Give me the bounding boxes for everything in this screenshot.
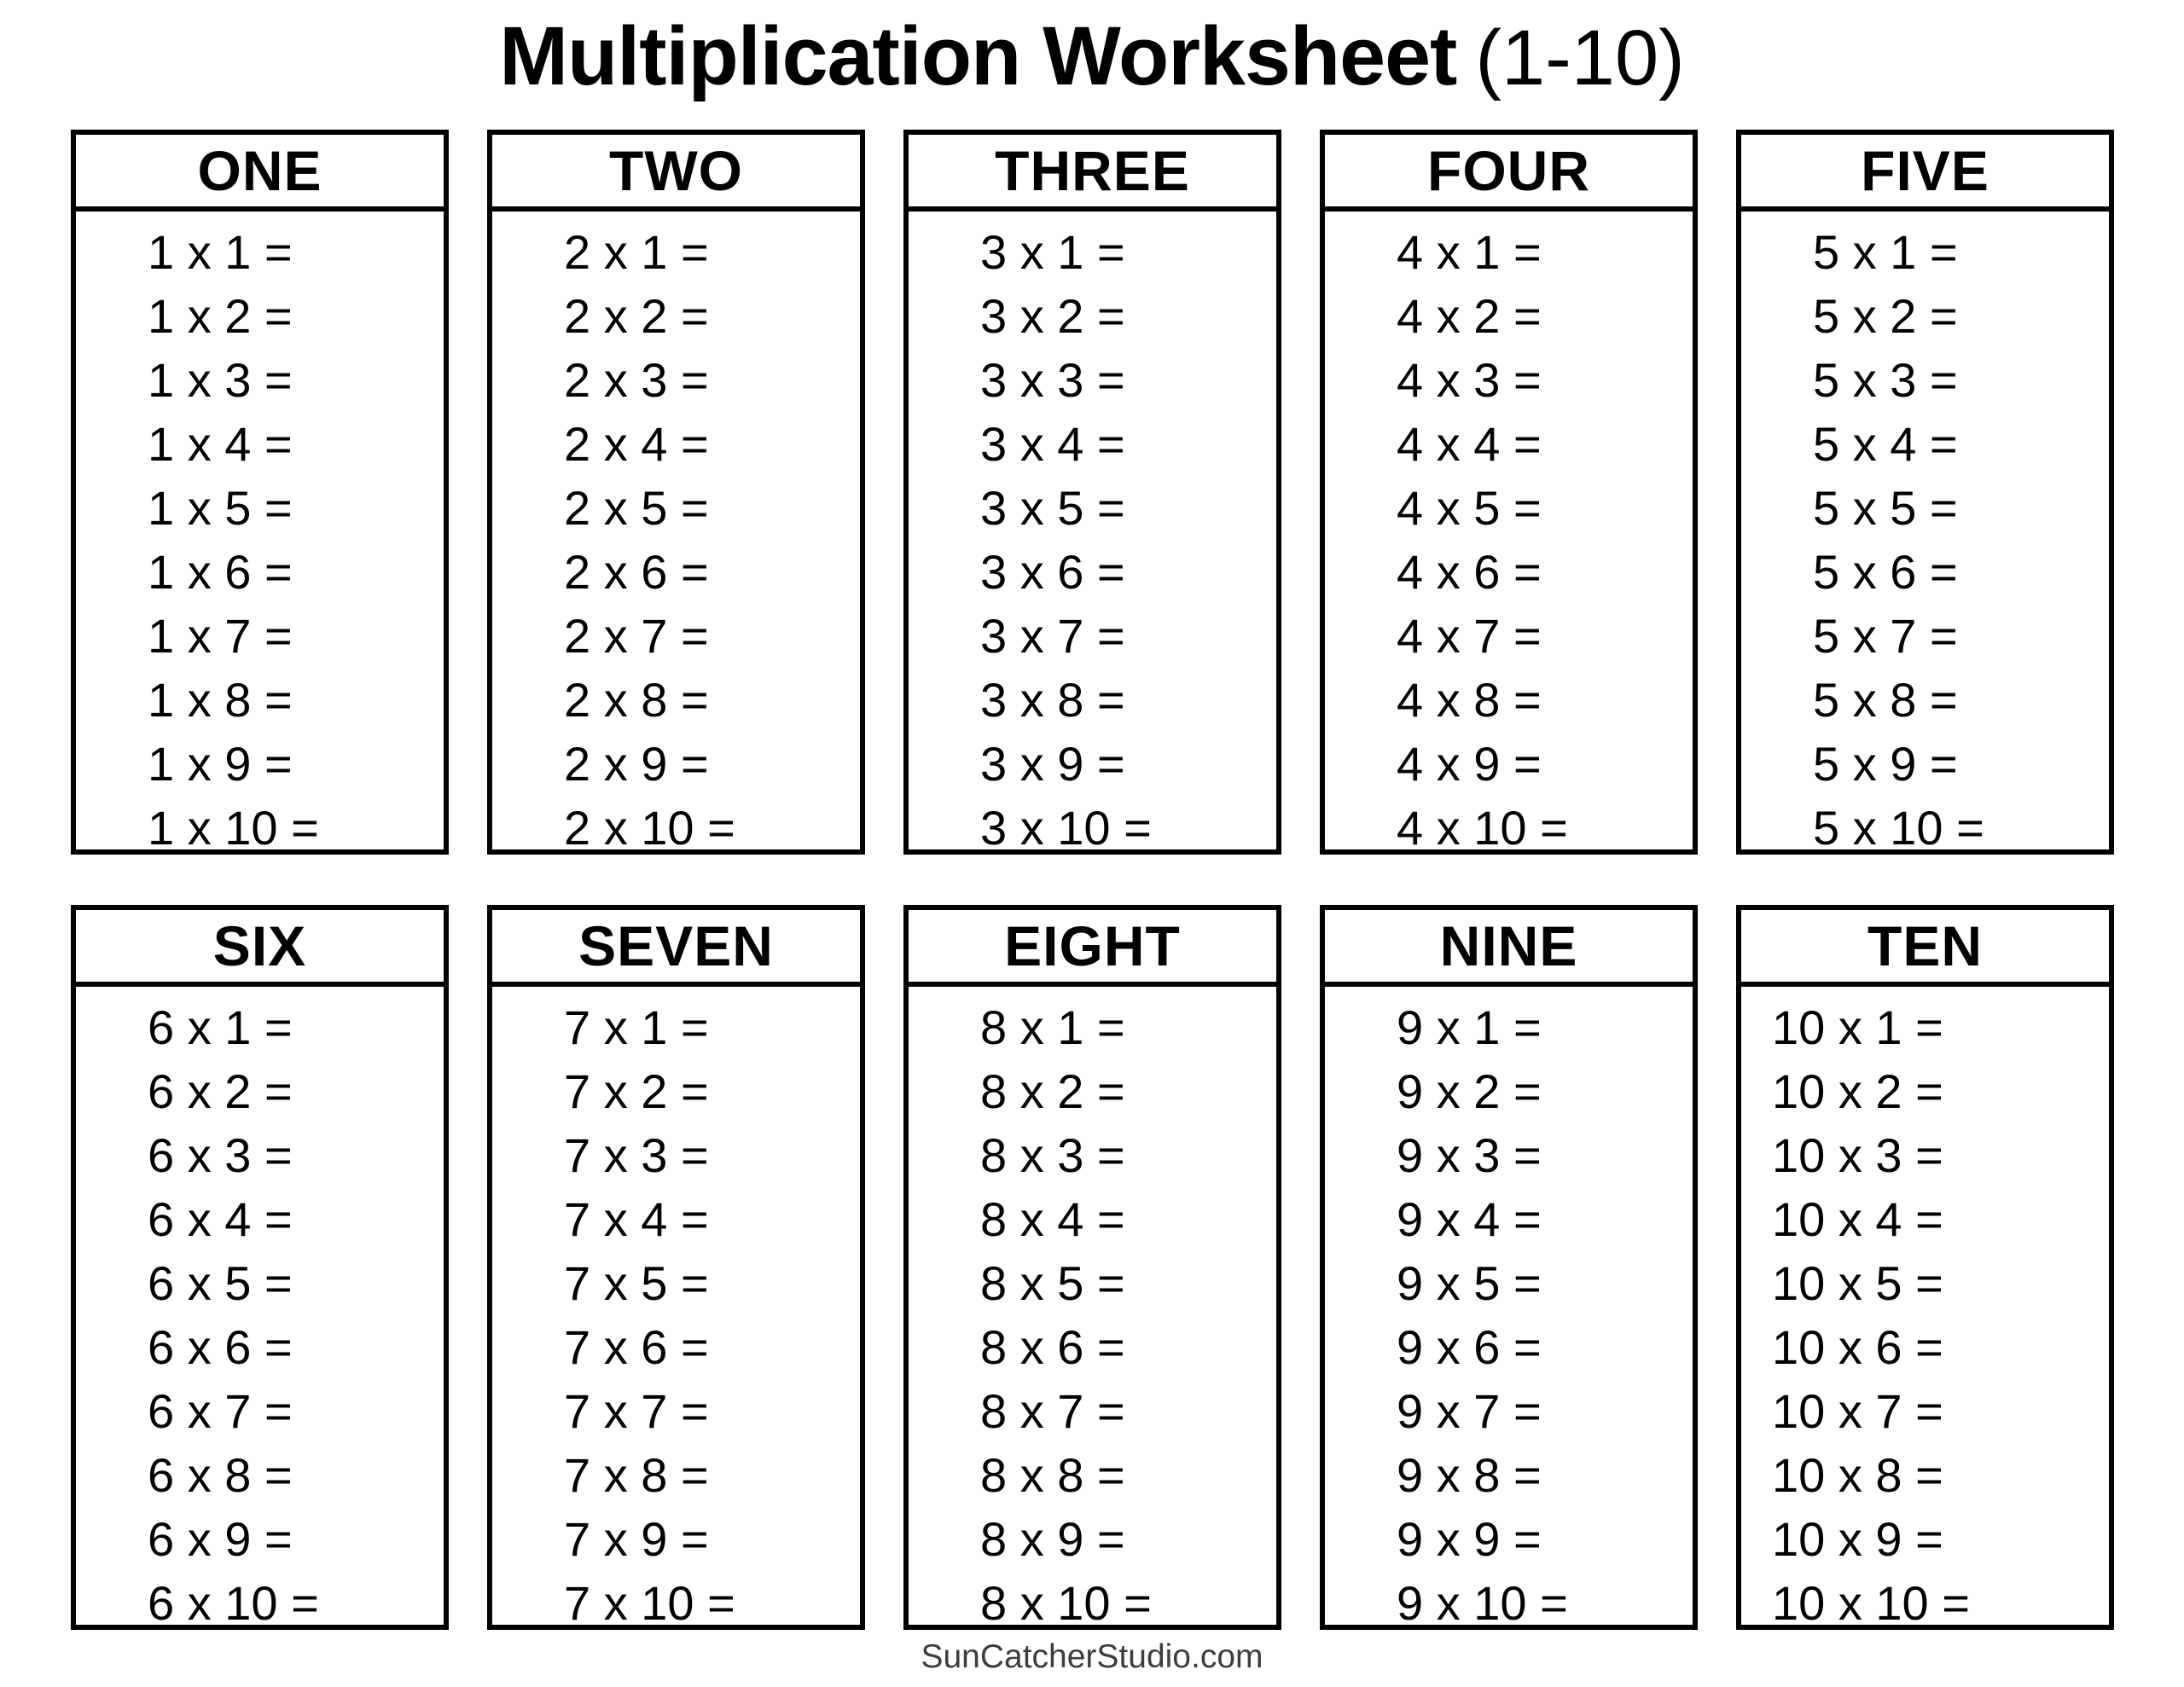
table-card-one: [71, 130, 449, 855]
table-card-four: [1320, 130, 1698, 855]
problem-row: 4 x 10 =: [1397, 801, 1568, 855]
problem-row: 2 x 5 =: [564, 481, 709, 535]
problem-row: 3 x 3 =: [980, 353, 1125, 407]
problem-row: 5 x 9 =: [1813, 737, 1958, 791]
problem-row: 9 x 2 =: [1397, 1064, 1542, 1118]
problem-row: 8 x 8 =: [980, 1448, 1125, 1502]
problem-row: 5 x 3 =: [1813, 353, 1958, 407]
problem-row: 9 x 7 =: [1397, 1384, 1542, 1438]
problem-row: 5 x 4 =: [1813, 417, 1958, 471]
problem-row: 4 x 3 =: [1397, 353, 1542, 407]
problem-row: 7 x 7 =: [564, 1384, 709, 1438]
problem-row: 7 x 5 =: [564, 1256, 709, 1310]
table-header-one: [76, 135, 444, 212]
problem-row: 10 x 7 =: [1772, 1384, 1943, 1438]
table-header-seven: [492, 910, 860, 987]
problem-row: 10 x 2 =: [1772, 1064, 1943, 1118]
table-header-label: NINE: [1439, 914, 1578, 977]
problem-row: 6 x 3 =: [148, 1128, 293, 1182]
problem-row: 2 x 6 =: [564, 545, 709, 599]
problem-row: 6 x 10 =: [148, 1576, 319, 1630]
table-card-two: [487, 130, 865, 855]
table-header-label: TEN: [1867, 914, 1983, 977]
table-header-label: ONE: [197, 139, 322, 202]
table-body-nine: [1325, 987, 1693, 1635]
problem-row: 1 x 1 =: [148, 225, 293, 279]
problem-row: 6 x 1 =: [148, 1000, 293, 1054]
table-header-four: [1325, 135, 1693, 212]
problem-row: 2 x 1 =: [564, 225, 709, 279]
problem-row: 1 x 5 =: [148, 481, 293, 535]
problem-row: 5 x 8 =: [1813, 673, 1958, 727]
problem-row: 10 x 1 =: [1772, 1000, 1943, 1054]
problem-row: 3 x 6 =: [980, 545, 1125, 599]
problem-row: 6 x 2 =: [148, 1064, 293, 1118]
table-header-label: EIGHT: [1004, 914, 1181, 977]
problem-row: 3 x 5 =: [980, 481, 1125, 535]
title-range-text: (1-10): [1475, 14, 1685, 101]
problem-row: 1 x 7 =: [148, 609, 293, 663]
table-body-ten: [1741, 987, 2109, 1635]
table-header-six: [76, 910, 444, 987]
problem-row: 2 x 4 =: [564, 417, 709, 471]
problem-row: 9 x 8 =: [1397, 1448, 1542, 1502]
table-body-one: [76, 212, 444, 860]
tables-grid: [71, 130, 2114, 1630]
problem-row: 3 x 2 =: [980, 289, 1125, 343]
problem-row: 4 x 1 =: [1397, 225, 1542, 279]
footer-site-text: SunCatcherStudio.com: [921, 1638, 1263, 1675]
problem-row: 8 x 6 =: [980, 1320, 1125, 1374]
table-card-six: [71, 905, 449, 1630]
problem-row: 7 x 8 =: [564, 1448, 709, 1502]
table-card-seven: [487, 905, 865, 1630]
problem-row: 3 x 9 =: [980, 737, 1125, 791]
problem-row: 2 x 2 =: [564, 289, 709, 343]
problem-row: 5 x 6 =: [1813, 545, 1958, 599]
problem-row: 4 x 2 =: [1397, 289, 1542, 343]
problem-row: 4 x 7 =: [1397, 609, 1542, 663]
table-body-two: [492, 212, 860, 860]
table-header-five: [1741, 135, 2109, 212]
problem-row: 9 x 4 =: [1397, 1192, 1542, 1246]
problem-row: 7 x 4 =: [564, 1192, 709, 1246]
table-body-six: [76, 987, 444, 1635]
problem-row: 1 x 10 =: [148, 801, 319, 855]
problem-row: 10 x 3 =: [1772, 1128, 1943, 1182]
problem-row: 9 x 10 =: [1397, 1576, 1568, 1630]
problem-row: 8 x 1 =: [980, 1000, 1125, 1054]
problem-row: 7 x 2 =: [564, 1064, 709, 1118]
table-header-label: FOUR: [1427, 139, 1590, 202]
table-card-five: [1736, 130, 2114, 855]
problem-row: 10 x 5 =: [1772, 1256, 1943, 1310]
table-header-label: THREE: [995, 139, 1190, 202]
problem-row: 9 x 9 =: [1397, 1512, 1542, 1566]
problem-row: 8 x 7 =: [980, 1384, 1125, 1438]
table-header-nine: [1325, 910, 1693, 987]
problem-row: 5 x 2 =: [1813, 289, 1958, 343]
problem-row: 10 x 6 =: [1772, 1320, 1943, 1374]
problem-row: 5 x 5 =: [1813, 481, 1958, 535]
problem-row: 2 x 10 =: [564, 801, 735, 855]
problem-row: 3 x 7 =: [980, 609, 1125, 663]
problem-row: 8 x 4 =: [980, 1192, 1125, 1246]
problem-row: 3 x 4 =: [980, 417, 1125, 471]
table-body-three: [909, 212, 1276, 860]
problem-row: 1 x 4 =: [148, 417, 293, 471]
table-header-label: FIVE: [1861, 139, 1989, 202]
problem-row: 9 x 6 =: [1397, 1320, 1542, 1374]
page-title: [0, 9, 2184, 104]
table-body-seven: [492, 987, 860, 1635]
problem-row: 6 x 7 =: [148, 1384, 293, 1438]
problem-row: 4 x 8 =: [1397, 673, 1542, 727]
table-header-eight: [909, 910, 1276, 987]
problem-row: 1 x 9 =: [148, 737, 293, 791]
table-header-two: [492, 135, 860, 212]
problem-row: 7 x 1 =: [564, 1000, 709, 1054]
problem-row: 4 x 4 =: [1397, 417, 1542, 471]
problem-row: 7 x 6 =: [564, 1320, 709, 1374]
problem-row: 8 x 10 =: [980, 1576, 1152, 1630]
problem-row: 6 x 9 =: [148, 1512, 293, 1566]
problem-row: 9 x 1 =: [1397, 1000, 1542, 1054]
table-card-ten: [1736, 905, 2114, 1630]
problem-row: 5 x 7 =: [1813, 609, 1958, 663]
problem-row: 2 x 7 =: [564, 609, 709, 663]
problem-row: 10 x 10 =: [1772, 1576, 1970, 1630]
table-header-label: TWO: [609, 139, 743, 202]
problem-row: 3 x 1 =: [980, 225, 1125, 279]
table-header-label: SEVEN: [578, 914, 774, 977]
problem-row: 2 x 3 =: [564, 353, 709, 407]
footer: [0, 1638, 2184, 1676]
title-text: Multiplication Worksheet: [499, 9, 1457, 102]
problem-row: 4 x 9 =: [1397, 737, 1542, 791]
problem-row: 4 x 6 =: [1397, 545, 1542, 599]
table-body-four: [1325, 212, 1693, 860]
problem-row: 2 x 8 =: [564, 673, 709, 727]
problem-row: 6 x 8 =: [148, 1448, 293, 1502]
problem-row: 6 x 5 =: [148, 1256, 293, 1310]
problem-row: 9 x 5 =: [1397, 1256, 1542, 1310]
table-card-eight: [903, 905, 1281, 1630]
problem-row: 3 x 10 =: [980, 801, 1152, 855]
table-body-eight: [909, 987, 1276, 1635]
problem-row: 1 x 8 =: [148, 673, 293, 727]
problem-row: 1 x 3 =: [148, 353, 293, 407]
problem-row: 1 x 6 =: [148, 545, 293, 599]
problem-row: 8 x 3 =: [980, 1128, 1125, 1182]
problem-row: 8 x 2 =: [980, 1064, 1125, 1118]
table-header-three: [909, 135, 1276, 212]
table-card-three: [903, 130, 1281, 855]
problem-row: 10 x 9 =: [1772, 1512, 1943, 1566]
table-body-five: [1741, 212, 2109, 860]
problem-row: 6 x 6 =: [148, 1320, 293, 1374]
problem-row: 7 x 9 =: [564, 1512, 709, 1566]
table-card-nine: [1320, 905, 1698, 1630]
problem-row: 8 x 5 =: [980, 1256, 1125, 1310]
problem-row: 10 x 4 =: [1772, 1192, 1943, 1246]
problem-row: 4 x 5 =: [1397, 481, 1542, 535]
problem-row: 10 x 8 =: [1772, 1448, 1943, 1502]
problem-row: 9 x 3 =: [1397, 1128, 1542, 1182]
table-header-label: SIX: [212, 914, 307, 977]
problem-row: 6 x 4 =: [148, 1192, 293, 1246]
problem-row: 7 x 3 =: [564, 1128, 709, 1182]
problem-row: 5 x 10 =: [1813, 801, 1984, 855]
problem-row: 2 x 9 =: [564, 737, 709, 791]
problem-row: 8 x 9 =: [980, 1512, 1125, 1566]
problem-row: 5 x 1 =: [1813, 225, 1958, 279]
problem-row: 7 x 10 =: [564, 1576, 735, 1630]
problem-row: 1 x 2 =: [148, 289, 293, 343]
problem-row: 3 x 8 =: [980, 673, 1125, 727]
table-header-ten: [1741, 910, 2109, 987]
